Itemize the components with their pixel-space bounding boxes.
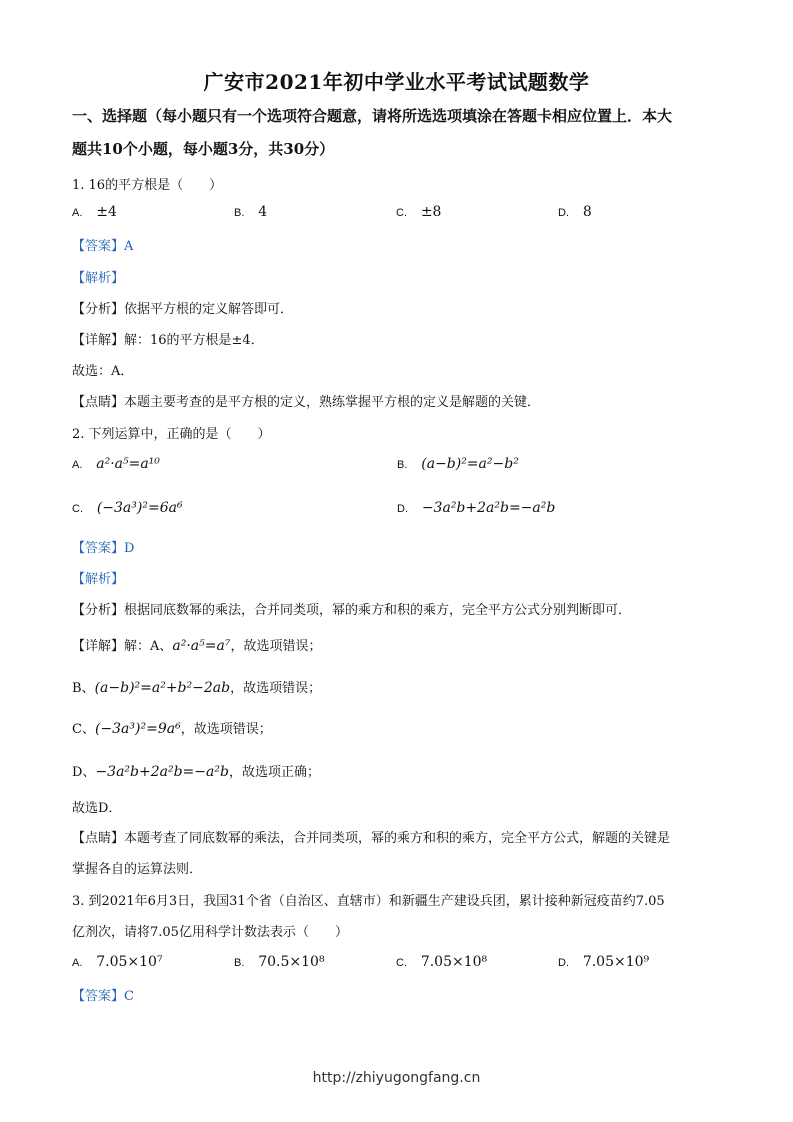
q2-step-d — [72, 761, 320, 780]
q2-answer — [72, 537, 134, 556]
option-letter: D. — [397, 503, 408, 515]
option-letter: C. — [396, 957, 407, 969]
step-prefix: C、 — [72, 722, 95, 737]
answer-label: 【答案】 — [72, 239, 125, 254]
option-text: (a−b)²=a²−b² — [421, 456, 519, 472]
q2-choose: 故选D． — [72, 801, 122, 816]
q2-xiangjie — [72, 635, 321, 654]
section-heading-line-2: 题共10个小题，每小题3分，共30分） — [72, 140, 335, 158]
answer-value: A — [124, 239, 134, 254]
q1-option-c — [396, 204, 441, 220]
xiangjie-a-suffix: ，故选项错误； — [230, 639, 322, 654]
option-letter: D. — [558, 207, 569, 219]
section-heading-line-1: 一、选择题（每小题只有一个选项符合题意，请将所选选项填涂在答题卡相应位置上．本大 — [72, 107, 673, 125]
footer-url[interactable]: http://zhiyugongfang.cn — [312, 1070, 481, 1086]
q1-option-a — [72, 204, 117, 220]
q2-option-d — [397, 500, 555, 516]
step-prefix: D、 — [72, 765, 96, 780]
answer-value: D — [124, 541, 135, 556]
q1-xiangjie: 【详解】解：16的平方根是±4． — [72, 333, 264, 348]
q1-option-d — [558, 204, 592, 220]
q3-option-a — [72, 954, 163, 970]
option-text: 70.5×10⁸ — [258, 954, 325, 970]
q3-answer — [72, 985, 134, 1004]
q3-option-b — [234, 954, 325, 970]
option-text: ±4 — [96, 204, 117, 220]
step-math: (−3a³)²=9a⁶ — [94, 721, 181, 737]
question-3-stem-line-1: 3. 到2021年6月3日，我国31个省（自治区、直辖市）和新疆生产建设兵团，累计接种新冠疫苗约7.05 — [72, 894, 665, 909]
option-letter: B. — [397, 459, 408, 471]
xiangjie-prefix: 【详解】解：A、 — [72, 639, 173, 654]
step-suffix: ，故选项正确； — [228, 765, 320, 780]
answer-label: 【答案】 — [72, 989, 125, 1004]
step-suffix: ，故选项错误； — [230, 681, 322, 696]
option-letter: D. — [558, 957, 569, 969]
option-text: 4 — [258, 204, 268, 220]
q2-step-b — [72, 677, 321, 696]
option-text: ±8 — [420, 204, 442, 220]
option-text: 7.05×10⁸ — [420, 954, 488, 970]
q3-option-d — [558, 954, 649, 970]
q2-analysis-label: 【解析】 — [72, 572, 125, 587]
q1-analysis-label: 【解析】 — [72, 271, 125, 286]
option-text: a²·a⁵=a¹⁰ — [96, 456, 160, 472]
option-letter: A. — [72, 207, 83, 219]
q2-dianjing-line-1: 【点睛】本题考查了同底数幂的乘法，合并同类项，幂的乘方和积的乘方，完全平方公式，解题的关键是 — [72, 831, 671, 846]
option-text: −3a²b+2a²b=−a²b — [421, 500, 556, 516]
option-text: 8 — [582, 204, 592, 220]
option-letter: A. — [72, 459, 83, 471]
question-3-stem-line-2: 亿剂次，请将7.05亿用科学计数法表示（ ） — [72, 925, 348, 940]
step-prefix: B、 — [72, 681, 95, 696]
option-letter: C. — [396, 207, 407, 219]
xiangjie-a-math: a²·a⁵=a⁷ — [172, 638, 231, 654]
step-math: −3a²b+2a²b=−a²b — [95, 764, 229, 780]
q1-dianjing: 【点睛】本题主要考查的是平方根的定义，熟练掌握平方根的定义是解题的关键． — [72, 395, 541, 410]
option-letter: B. — [234, 957, 245, 969]
step-suffix: ，故选项错误； — [180, 722, 272, 737]
q1-choose: 故选：A． — [72, 364, 134, 379]
section-heading — [72, 100, 722, 166]
answer-value: C — [124, 989, 134, 1004]
option-text: 7.05×10⁹ — [582, 954, 650, 970]
option-letter: A. — [72, 957, 83, 969]
option-letter: C. — [72, 503, 83, 515]
option-text: (−3a³)²=6a⁶ — [96, 500, 183, 516]
q2-option-c — [72, 500, 183, 516]
step-math: (a−b)²=a²+b²−2ab — [94, 680, 231, 696]
q2-fenxi: 【分析】根据同底数幂的乘法，合并同类项，幂的乘方和积的乘方，完全平方公式分别判断即可． — [72, 603, 632, 618]
option-text: 7.05×10⁷ — [96, 954, 163, 970]
q2-dianjing-line-2: 掌握各自的运算法则． — [72, 862, 203, 877]
question-2-stem: 2. 下列运算中，正确的是（ ） — [72, 427, 271, 442]
page-title: 广安市2021年初中学业水平考试试题数学 — [203, 70, 590, 94]
q3-option-c — [396, 954, 487, 970]
question-1-stem: 1. 16的平方根是（ ） — [72, 178, 223, 193]
q2-option-b — [397, 456, 519, 472]
option-letter: B. — [234, 207, 245, 219]
q2-option-a — [72, 456, 160, 472]
q2-step-c — [72, 718, 272, 737]
q1-fenxi: 【分析】依据平方根的定义解答即可． — [72, 302, 294, 317]
answer-label: 【答案】 — [72, 541, 125, 556]
q1-answer — [72, 235, 133, 254]
q1-option-b — [234, 204, 267, 220]
